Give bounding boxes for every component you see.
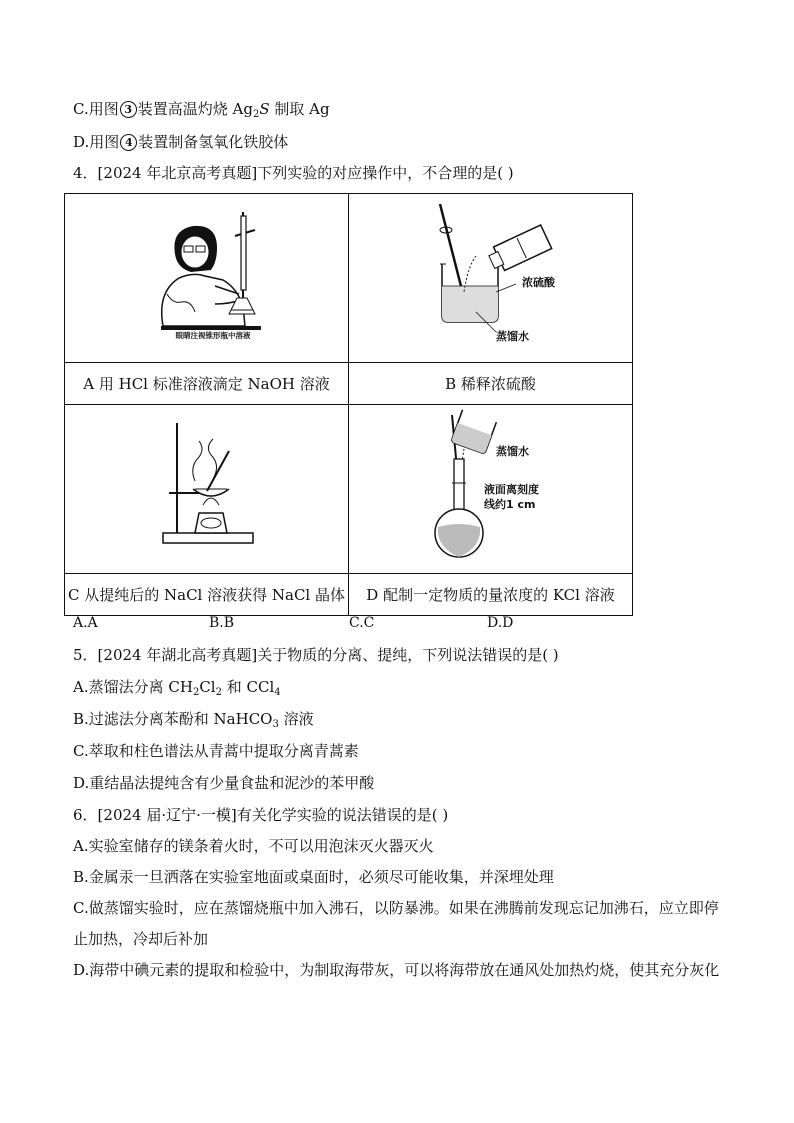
- q3-c-prefix: C.用图: [73, 100, 119, 118]
- q5-option-d: D.重结晶法提纯含有少量食盐和泥沙的苯甲酸: [73, 774, 375, 792]
- q3-c-sub: 2: [252, 109, 260, 120]
- q3-c-s: S: [259, 100, 270, 118]
- q3-c-suffix: 制取 Ag: [269, 100, 330, 118]
- q4-choice-c: C.C: [349, 615, 375, 631]
- q4-table: [64, 193, 633, 616]
- q3-d-suffix: 装置制备氢氧化铁胶体: [138, 133, 289, 151]
- q5-a-prefix: A.蒸馏法分离 CH: [73, 678, 193, 696]
- label-eye-on-flask: 眼睛注视锥形瓶中溶液: [175, 331, 251, 340]
- q4-figure-b: [349, 194, 633, 363]
- q5-a-sub2: 2: [215, 687, 222, 698]
- q6-option-b: B.金属汞一旦洒落在实验室地面或桌面时，必须尽可能收集，并深埋处理: [73, 868, 554, 886]
- q5-b-prefix: B.过滤法分离苯酚和 NaHCO: [73, 710, 273, 728]
- q3-c-mid: 装置高温灼烧 Ag: [137, 100, 253, 118]
- q5-option-c: C.萃取和柱色谱法从青蒿中提取分离青蒿素: [73, 742, 359, 760]
- q4-choice-b: B.B: [209, 615, 235, 631]
- q4-choice-a: A.A: [73, 615, 98, 631]
- q4-figure-c: [65, 405, 349, 574]
- q6-option-d: D.海带中碘元素的提取和检验中，为制取海带灰，可以将海带放在通风处加热灼烧，使其充分灰化: [73, 961, 720, 979]
- volumetric-flask-illustration: [356, 405, 626, 573]
- titration-illustration: [65, 194, 348, 362]
- dilute-acid-illustration: [356, 194, 626, 362]
- q3-option-c: [73, 99, 330, 119]
- q4-caption-c: C 从提纯后的 NaCl 溶液获得 NaCl 晶体: [65, 574, 349, 616]
- q5-stem: 5．[2024 年湖北高考真题]关于物质的分离、提纯，下列说法错误的是( ): [73, 646, 559, 664]
- q5-option-b: [73, 709, 314, 729]
- q5-a-and: 和 CCl: [221, 678, 275, 696]
- q3-option-d: [73, 132, 288, 152]
- q6-stem: 6．[2024 届·辽宁·一模]有关化学实验的说法错误的是( ): [73, 806, 449, 824]
- label-conc-acid: 浓硫酸: [521, 276, 555, 289]
- q5-a-mid: Cl: [199, 678, 216, 696]
- q4-caption-d: D 配制一定物质的量浓度的 KCl 溶液: [349, 574, 633, 616]
- q4-caption-a: A 用 HCl 标准溶液滴定 NaOH 溶液: [65, 363, 349, 405]
- q5-b-suffix: 溶液: [278, 710, 314, 728]
- circled-number-3: 3: [120, 101, 137, 118]
- label-distilled-water-b: 蒸馏水: [495, 330, 529, 343]
- q4-figure-a: [65, 194, 349, 363]
- q6-option-c: C.做蒸馏实验时，应在蒸馏烧瓶中加入沸石，以防暴沸。如果在沸腾前发现忘记加沸石，应立即停止加热，冷却后补加: [73, 899, 719, 948]
- q5-a-sub1: 2: [192, 687, 200, 698]
- q5-option-a: [73, 677, 281, 697]
- q5-b-sub: 3: [272, 719, 279, 730]
- q4-choice-d: D.D: [487, 615, 514, 631]
- q6-option-a: A.实验室储存的镁条着火时，不可以用泡沫灭火器灭火: [73, 837, 434, 855]
- label-distilled-water-d: 蒸馏水: [495, 445, 529, 458]
- q5-a-sub3: 4: [274, 687, 281, 698]
- label-level-2: 线约1 cm: [483, 498, 535, 511]
- q4-caption-b: B 稀释浓硫酸: [349, 363, 633, 405]
- evaporation-illustration: [65, 405, 348, 573]
- q3-d-prefix: D.用图: [73, 133, 120, 151]
- q4-figure-d: [349, 405, 633, 574]
- circled-number-4: 4: [120, 134, 137, 151]
- q4-stem: 4．[2024 年北京高考真题]下列实验的对应操作中，不合理的是( ): [73, 164, 514, 182]
- label-level-1: 液面离刻度: [483, 483, 539, 496]
